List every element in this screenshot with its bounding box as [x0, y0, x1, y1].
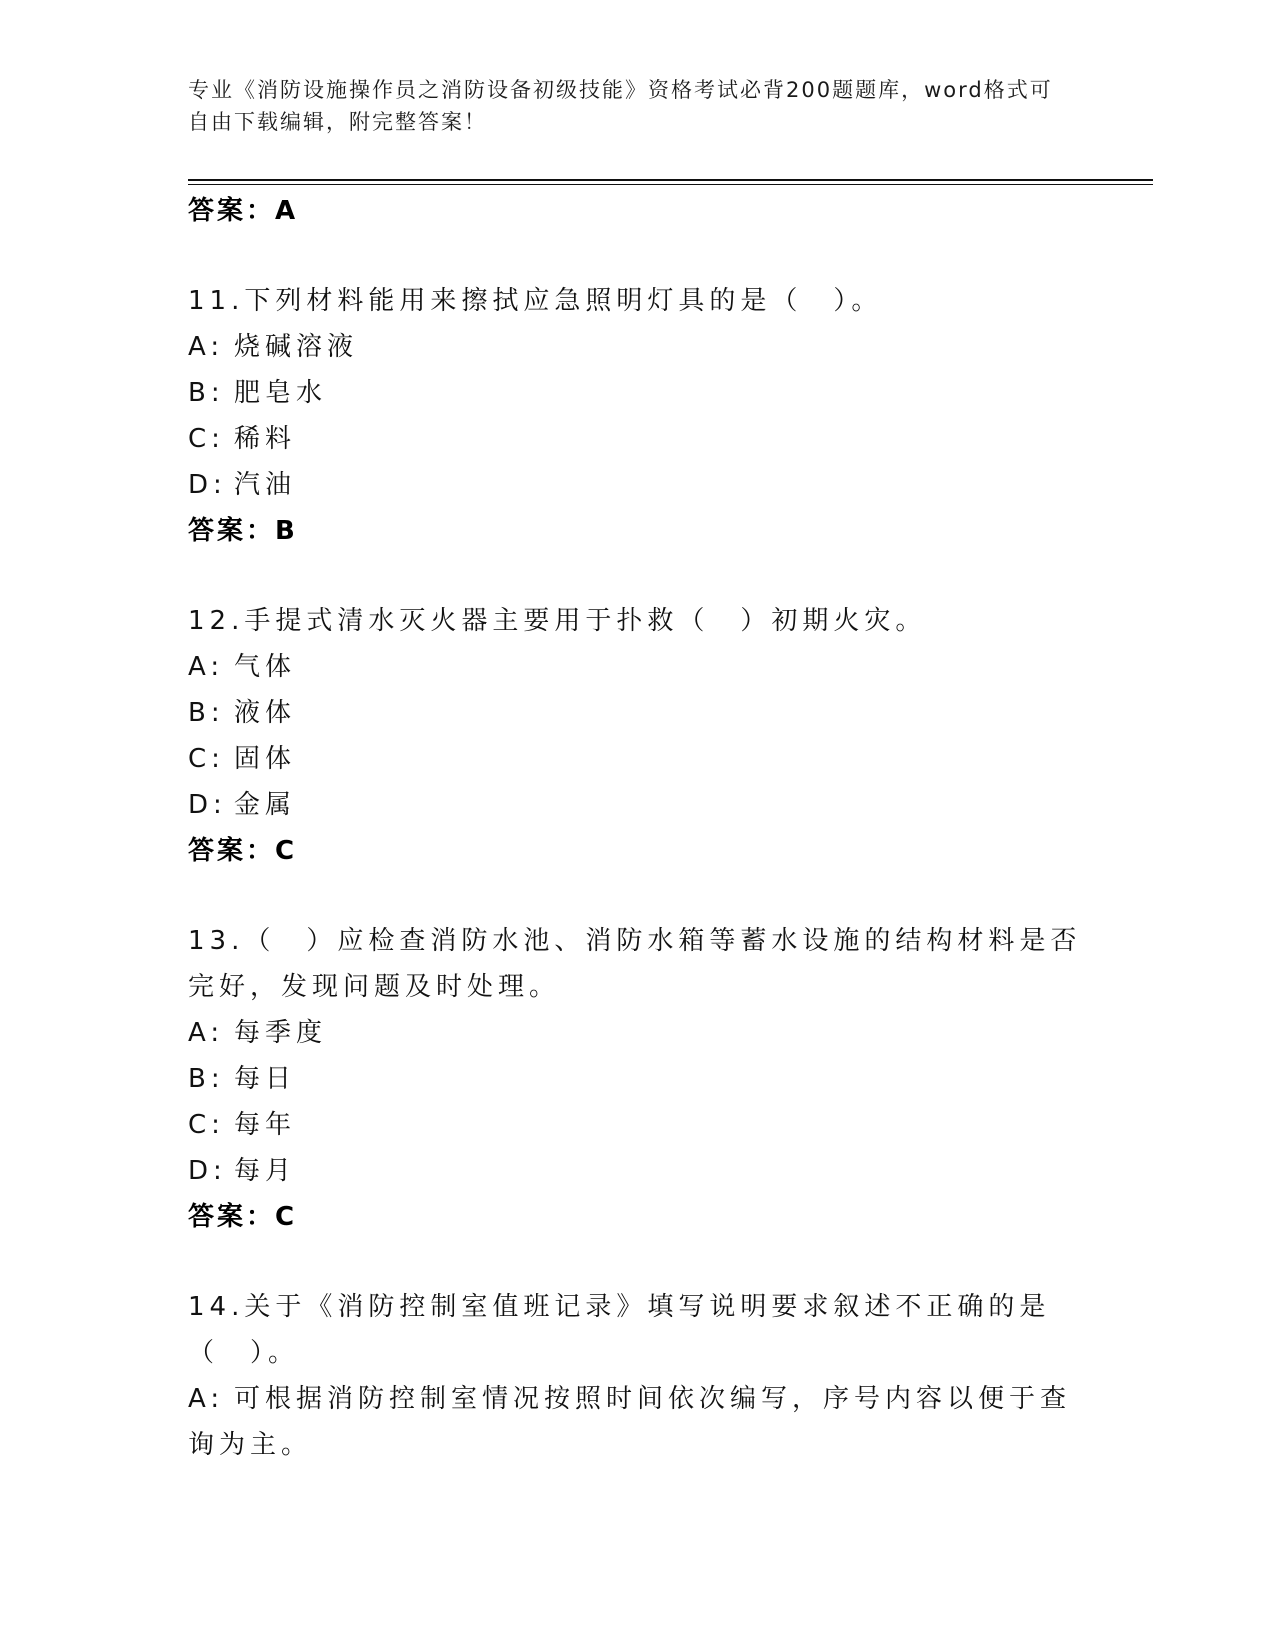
question-item	[188, 278, 1088, 554]
option-line	[188, 690, 1088, 736]
option-text: 液体	[234, 698, 297, 728]
option-prefix: D:	[188, 790, 227, 820]
option-prefix: A:	[188, 652, 225, 682]
option-line	[188, 462, 1088, 508]
document-header: 专业《消防设施操作员之消防设备初级技能》资格考试必背200题题库，word格式可自由下载编辑，附完整答案！	[188, 78, 1053, 134]
option-prefix: C:	[188, 424, 225, 454]
option-prefix: D:	[188, 470, 227, 500]
option-prefix: A:	[188, 1384, 225, 1414]
option-text: 可根据消防控制室情况按照时间依次编写，序号内容以便于查询为主。	[188, 1384, 1072, 1460]
option-line	[188, 1376, 1088, 1468]
question-list	[188, 188, 1088, 1468]
option-text: 气体	[234, 652, 297, 682]
question-stem: 11.下列材料能用来擦拭应急照明灯具的是（ ）。	[188, 286, 883, 316]
option-prefix: B:	[188, 378, 225, 408]
option-prefix: A:	[188, 332, 225, 362]
option-text: 每年	[234, 1110, 297, 1140]
answer-line: 答案：C	[188, 836, 298, 866]
option-line	[188, 782, 1088, 828]
option-prefix: A:	[188, 1018, 225, 1048]
option-prefix: B:	[188, 698, 225, 728]
option-text: 每月	[234, 1156, 297, 1186]
question-item	[188, 1284, 1088, 1468]
question-item	[188, 598, 1088, 874]
option-line	[188, 370, 1088, 416]
option-line	[188, 416, 1088, 462]
option-text: 固体	[234, 744, 297, 774]
option-text: 金属	[234, 790, 297, 820]
option-line	[188, 736, 1088, 782]
option-text: 稀料	[234, 424, 297, 454]
option-line	[188, 1056, 1088, 1102]
option-line	[188, 1148, 1088, 1194]
option-prefix: C:	[188, 1110, 225, 1140]
answer-line: 答案：A	[188, 196, 299, 226]
option-text: 每季度	[234, 1018, 328, 1048]
option-line	[188, 324, 1088, 370]
question-stem: 12.手提式清水灭火器主要用于扑救（ ）初期火灾。	[188, 606, 927, 636]
header-divider-thin	[188, 184, 1153, 185]
option-prefix: C:	[188, 744, 225, 774]
option-line	[188, 1010, 1088, 1056]
option-text: 烧碱溶液	[234, 332, 359, 362]
option-text: 汽油	[234, 470, 297, 500]
option-text: 肥皂水	[234, 378, 328, 408]
question-item	[188, 918, 1088, 1240]
answer-line: 答案：C	[188, 1202, 298, 1232]
option-line	[188, 644, 1088, 690]
question-stem: 14.关于《消防控制室值班记录》填写说明要求叙述不正确的是（ ）。	[188, 1292, 1051, 1368]
answer-line: 答案：B	[188, 516, 298, 546]
option-prefix: B:	[188, 1064, 225, 1094]
question-stem: 13.（ ）应检查消防水池、消防水箱等蓄水设施的结构材料是否完好，发现问题及时处理。	[188, 926, 1082, 1002]
option-line	[188, 1102, 1088, 1148]
option-text: 每日	[234, 1064, 297, 1094]
header-divider-thick	[188, 179, 1153, 181]
option-prefix: D:	[188, 1156, 227, 1186]
